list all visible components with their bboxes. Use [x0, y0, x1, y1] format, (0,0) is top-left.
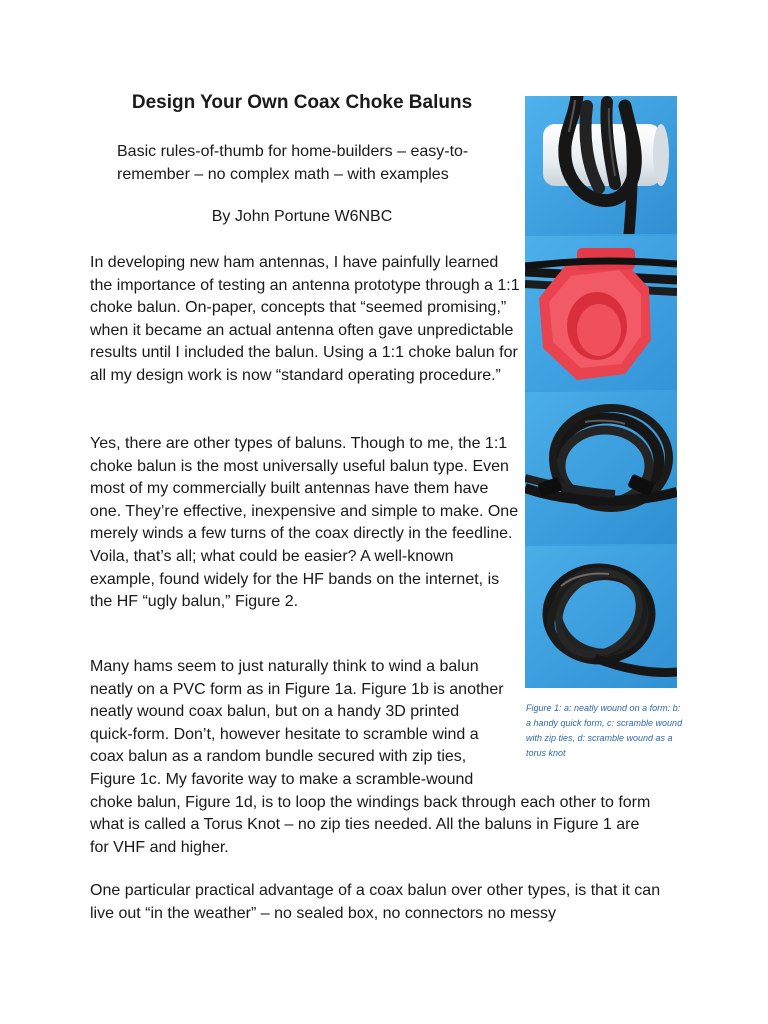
author-byline: By John Portune W6NBC [211, 208, 393, 225]
figure-1a-pvc-form-balun [525, 96, 677, 234]
figure-1d-torus-knot-balun [525, 546, 677, 688]
body-paragraph-4: One particular practical advantage of a coax balun over other types, is that it can live out “in the weather” – no sealed box, no connectors no messy [90, 882, 661, 922]
document-title: Design Your Own Coax Choke Baluns [131, 92, 473, 113]
coax-wound-red-quickform-image [525, 236, 677, 390]
coax-wound-pvc-image [525, 96, 677, 234]
figure-1c-zip-tie-balun [525, 392, 677, 544]
coax-torus-knot-image [525, 546, 677, 688]
figure-1-caption: Figure 1: a: neatly wound on a form: b: a handy quick form, c: scramble wound with zip ties, d: scramble wound as a torus knot [526, 703, 683, 758]
document-subtitle: Basic rules-of-thumb for home-builders – easy-to-remember – no complex math – with examples [117, 143, 469, 183]
body-paragraph-3-text: Many hams seem to just naturally think to wind a balun neatly on a PVC form as in Figure 1a. Figure 1b is another neatly wound coax balun, but on a handy 3D printed quick-form. Don’t, however hesitate to scramble wind a coax balun as a random bundle secured with zip ties, Figure 1c. My favorite way to make a scramble-wound choke balun, Figure 1d, is to loop the windings back through each other to form what is called a Torus Knot – no zip ties needed. All the baluns in Figure 1 are for VHF and higher. [90, 658, 651, 856]
coax-scramble-zip-ties-image [525, 392, 677, 544]
figure-1b-quickform-balun [525, 236, 677, 390]
body-paragraph-1: In developing new ham antennas, I have painfully learned the importance of testing an antenna prototype through a 1:1 choke balun. On-paper, concepts that “seemed promising,” when it became an actual antenna often gave unpredictable results until I included the balun. Using a 1:1 choke balun for all my design work is now “standard operating procedure.” [90, 254, 520, 384]
figure-1-photos [525, 96, 677, 688]
body-paragraph-2: Yes, there are other types of baluns. Though to me, the 1:1 choke balun is the most universally useful balun type. Even most of my commercially built antennas have them have one. They’re effective, inexpensive and simple to make. One merely winds a few turns of the coax directly in the feedline. Voila, that’s all; what could be easier? A well-known example, found widely for the HF bands on the internet, is the HF “ugly balun,” Figure 2. [90, 435, 519, 611]
